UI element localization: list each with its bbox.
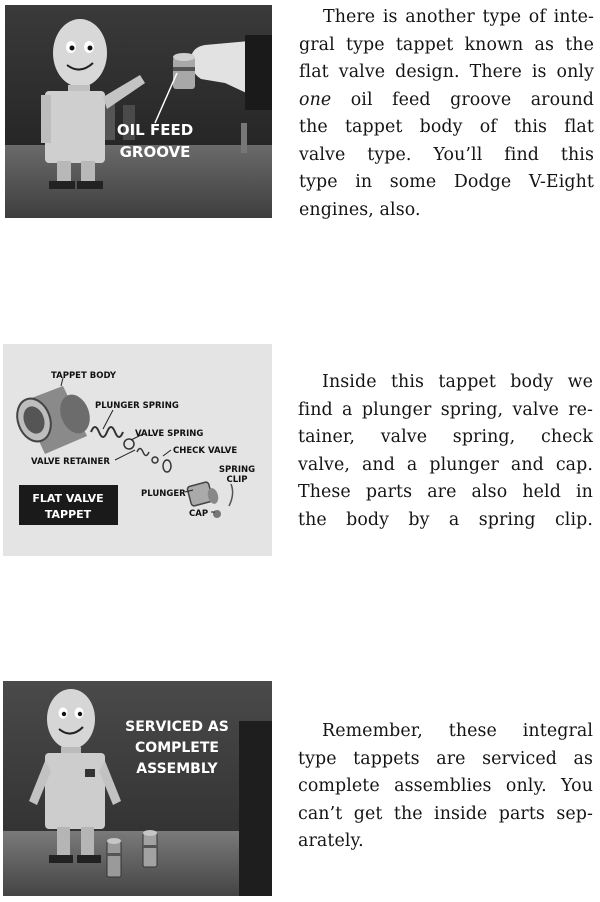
text-line: can’t get the inside parts sep- (298, 803, 593, 824)
caption-groove: GROOVE (119, 143, 191, 161)
badge-line2: TAPPET (44, 508, 92, 521)
label-spring-clip-line2: CLIP (226, 475, 248, 485)
text-line: valve, and a plunger and cap. (298, 454, 593, 475)
label-spring-clip-line1: SPRING (218, 465, 256, 475)
label-check-valve: CHECK VALVE (173, 446, 238, 456)
text-line: gral type tappet known as the (299, 34, 594, 55)
text-line: type tappets are serviced as (298, 748, 593, 769)
text-line: tainer, valve spring, check (298, 427, 593, 447)
text-line: There is another type of inte- (323, 7, 594, 27)
text-line: the tappet body of this flat (299, 117, 594, 137)
text-fragment: oil feed groove around (331, 89, 594, 110)
caption-assembly: ASSEMBLY (136, 761, 218, 777)
badge-line1: FLAT VALVE (32, 492, 104, 505)
text-line: type in some Dodge V-Eight (299, 172, 594, 192)
photo-serviced-as-assembly (3, 681, 272, 896)
label-plunger: PLUNGER (141, 489, 186, 499)
label-cap: CAP (189, 509, 209, 519)
exploded-diagram (3, 344, 272, 556)
text-line: These parts are also held in (298, 482, 593, 502)
text-line: complete assemblies only. You (298, 776, 593, 796)
paragraph-serviced-assemblies (298, 718, 593, 856)
text-line: Remember, these integral (322, 721, 593, 741)
photo-oil-feed-groove (5, 5, 272, 218)
text-line: arately. (298, 831, 364, 851)
label-plunger-spring: PLUNGER SPRING (95, 401, 179, 411)
text-line: engines, also. (299, 199, 421, 220)
caption-complete: COMPLETE (135, 740, 219, 756)
caption-serviced-as: SERVICED AS (125, 719, 229, 735)
paragraph-flat-valve-design (299, 4, 594, 224)
text-line: flat valve design. There is only (299, 62, 594, 82)
text-line: find a plunger spring, valve re- (298, 399, 593, 420)
caption-oil-feed: OIL FEED (116, 121, 194, 139)
paragraph-tappet-internals (298, 369, 593, 534)
text-line: the body by a spring clip. (298, 509, 593, 530)
label-tappet-body: TAPPET BODY (51, 371, 117, 381)
photo-exploded-tappet (3, 344, 272, 556)
text-line: Inside this tappet body we (322, 372, 593, 392)
label-valve-spring: VALVE SPRING (135, 429, 204, 439)
cap-part (213, 510, 221, 518)
photo-scene (3, 681, 272, 896)
text-line (299, 87, 594, 115)
text-line: valve type. You’ll find this (299, 144, 594, 165)
photo-scene (5, 5, 272, 218)
label-valve-retainer: VALVE RETAINER (31, 457, 110, 467)
badge-flat-valve-tappet (19, 485, 118, 525)
emphasis-one: one (299, 89, 332, 110)
